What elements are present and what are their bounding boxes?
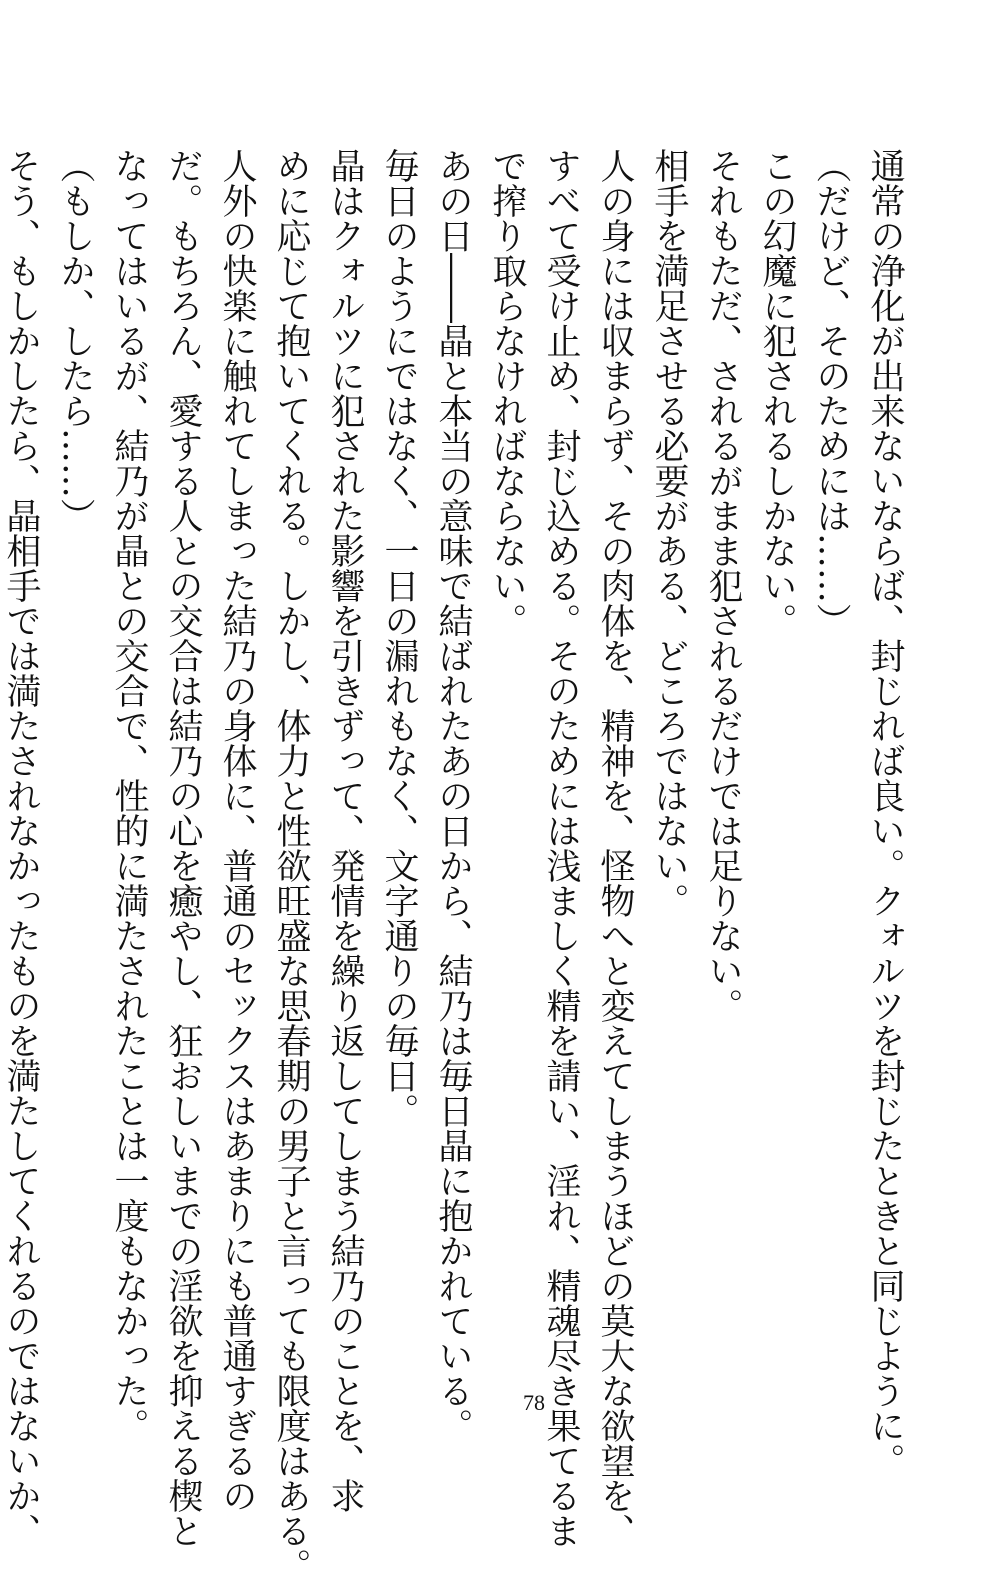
text-line: （だけど、そのためには……）	[811, 148, 851, 638]
text-line: すべて受け止め、封じ込める。そのためには浅ましく精を請い、淫れ、精魂尽き果てるま	[541, 148, 581, 1548]
text-line: なってはいるが、結乃が晶との交合で、性的に満たされたことは一度もなかった。	[109, 148, 149, 1443]
text-line: 人外の快楽に触れてしまった結乃の身体に、普通のセックスはあまりにも普通すぎるの	[217, 148, 257, 1513]
text-line: 晶はクォルツに犯された影響を引きずって、発情を繰り返してしまう結乃のことを、求	[325, 148, 365, 1513]
text-line: （もしか、したら……）	[55, 148, 95, 533]
text-line: だ。もちろん、愛する人との交合は結乃の心を癒やし、狂おしいまでの淫欲を抑える楔と	[163, 148, 203, 1548]
text-line: この幻魔に犯されるしかない。	[757, 148, 797, 638]
text-line: 通常の浄化が出来ないならば、封じれば良い。クォルツを封じたときと同じように。	[865, 148, 905, 1478]
text-line: 人の身には収まらず、その肉体を、精神を、怪物へと変えてしまうほどの莫大な欲望を、	[595, 148, 635, 1548]
text-line: で搾り取らなければならない。	[487, 148, 527, 638]
page-number: 78	[523, 1390, 545, 1415]
text-line: めに応じて抱いてくれる。しかし、体力と性欲旺盛な思春期の男子と言っても限度はある。	[271, 148, 311, 1583]
text-line: そう、もしかしたら、晶相手では満たされなかったものを満たしてくれるのではないか、	[1, 148, 41, 1548]
text-line: それもただ、されるがまま犯されるだけでは足りない。	[703, 148, 743, 1023]
text-line: 相手を満足させる必要がある、どころではない。	[649, 148, 689, 918]
text-line: あの日――晶と本当の意味で結ばれたあの日から、結乃は毎日晶に抱かれている。	[433, 148, 473, 1443]
text-line: 毎日のようにではなく、一日の漏れもなく、文字通りの毎日。	[379, 148, 419, 1128]
